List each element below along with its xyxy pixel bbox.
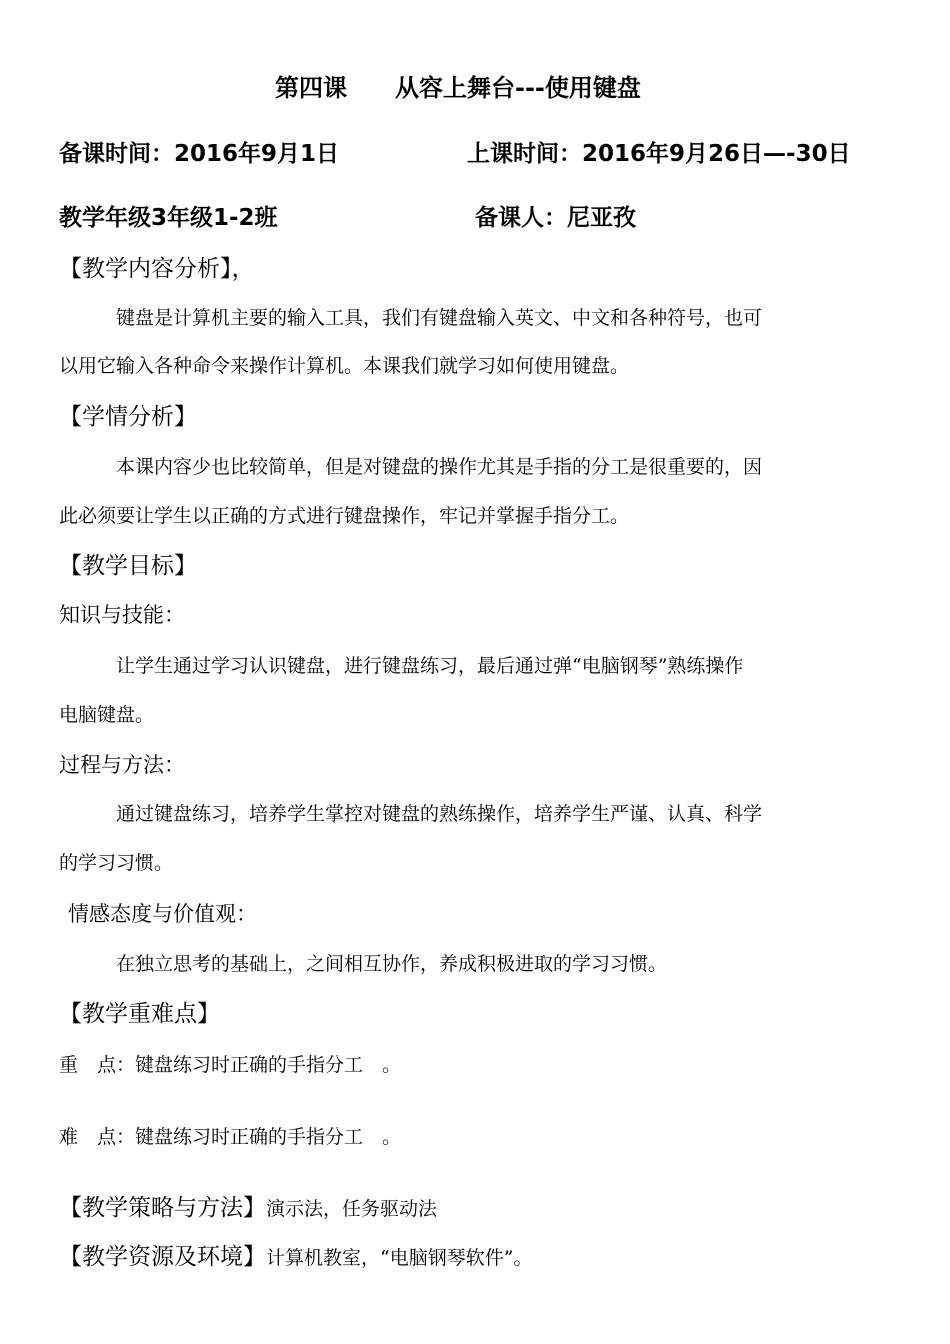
content-analysis-line: 以用它输入各种命令来操作计算机。本课我们就学习如何使用键盘。 (59, 355, 630, 377)
process-line: 通过键盘练习，培养学生掌控对键盘的熟练操作，培养学生严谨、认真、科学 (116, 803, 763, 825)
knowledge-line: 让学生通过学习认识键盘，进行键盘练习，最后通过弹“电脑钢琴”熟练操作 (116, 655, 744, 677)
strategy-row (59, 1197, 437, 1220)
attitude-line: 在独立思考的基础上，之间相互协作，养成积极进取的学习习惯。 (116, 953, 668, 975)
knowledge-line: 电脑键盘。 (59, 704, 155, 726)
class-time: 上课时间：2016年9月26日—-30日 (467, 141, 851, 167)
preparer-info: 备课人：尼亚孜 (475, 205, 636, 231)
process-label: 过程与方法： (59, 753, 185, 777)
knowledge-label: 知识与技能： (59, 603, 185, 627)
attitude-label: 情感态度与价值观： (68, 902, 257, 926)
learner-analysis-line: 此必须要让学生以正确的方式进行键盘操作，牢记并掌握手指分工。 (59, 505, 630, 527)
prep-time: 备课时间：2016年9月1日 (59, 141, 340, 167)
content-analysis-heading: 【教学内容分析】， (59, 256, 255, 282)
key-points-heading: 【教学重难点】 (59, 1001, 220, 1027)
resources-row (59, 1246, 532, 1269)
learner-analysis-heading: 【学情分析】 (59, 404, 197, 430)
process-line: 的学习习惯。 (59, 852, 174, 874)
content-analysis-line: 键盘是计算机主要的输入工具，我们有键盘输入英文、中文和各种符号，也可 (116, 307, 763, 329)
key-point: 重 点：键盘练习时正确的手指分工 。 (59, 1054, 402, 1076)
grade-info: 教学年级3年级1-2班 (59, 205, 278, 231)
difficulty-point: 难 点：键盘练习时正确的手指分工 。 (59, 1126, 402, 1148)
strategy-heading: 【教学策略与方法】 (59, 1195, 266, 1221)
resources-heading: 【教学资源及环境】 (59, 1244, 266, 1270)
strategy-text: 演示法，任务驱动法 (266, 1198, 438, 1220)
objectives-heading: 【教学目标】 (59, 553, 197, 579)
page-title: 第四课 从容上舞台---使用键盘 (275, 74, 641, 102)
resources-text: 计算机教室，“电脑钢琴软件”。 (266, 1247, 533, 1269)
learner-analysis-line: 本课内容少也比较简单，但是对键盘的操作尤其是手指的分工是很重要的，因 (116, 456, 763, 478)
